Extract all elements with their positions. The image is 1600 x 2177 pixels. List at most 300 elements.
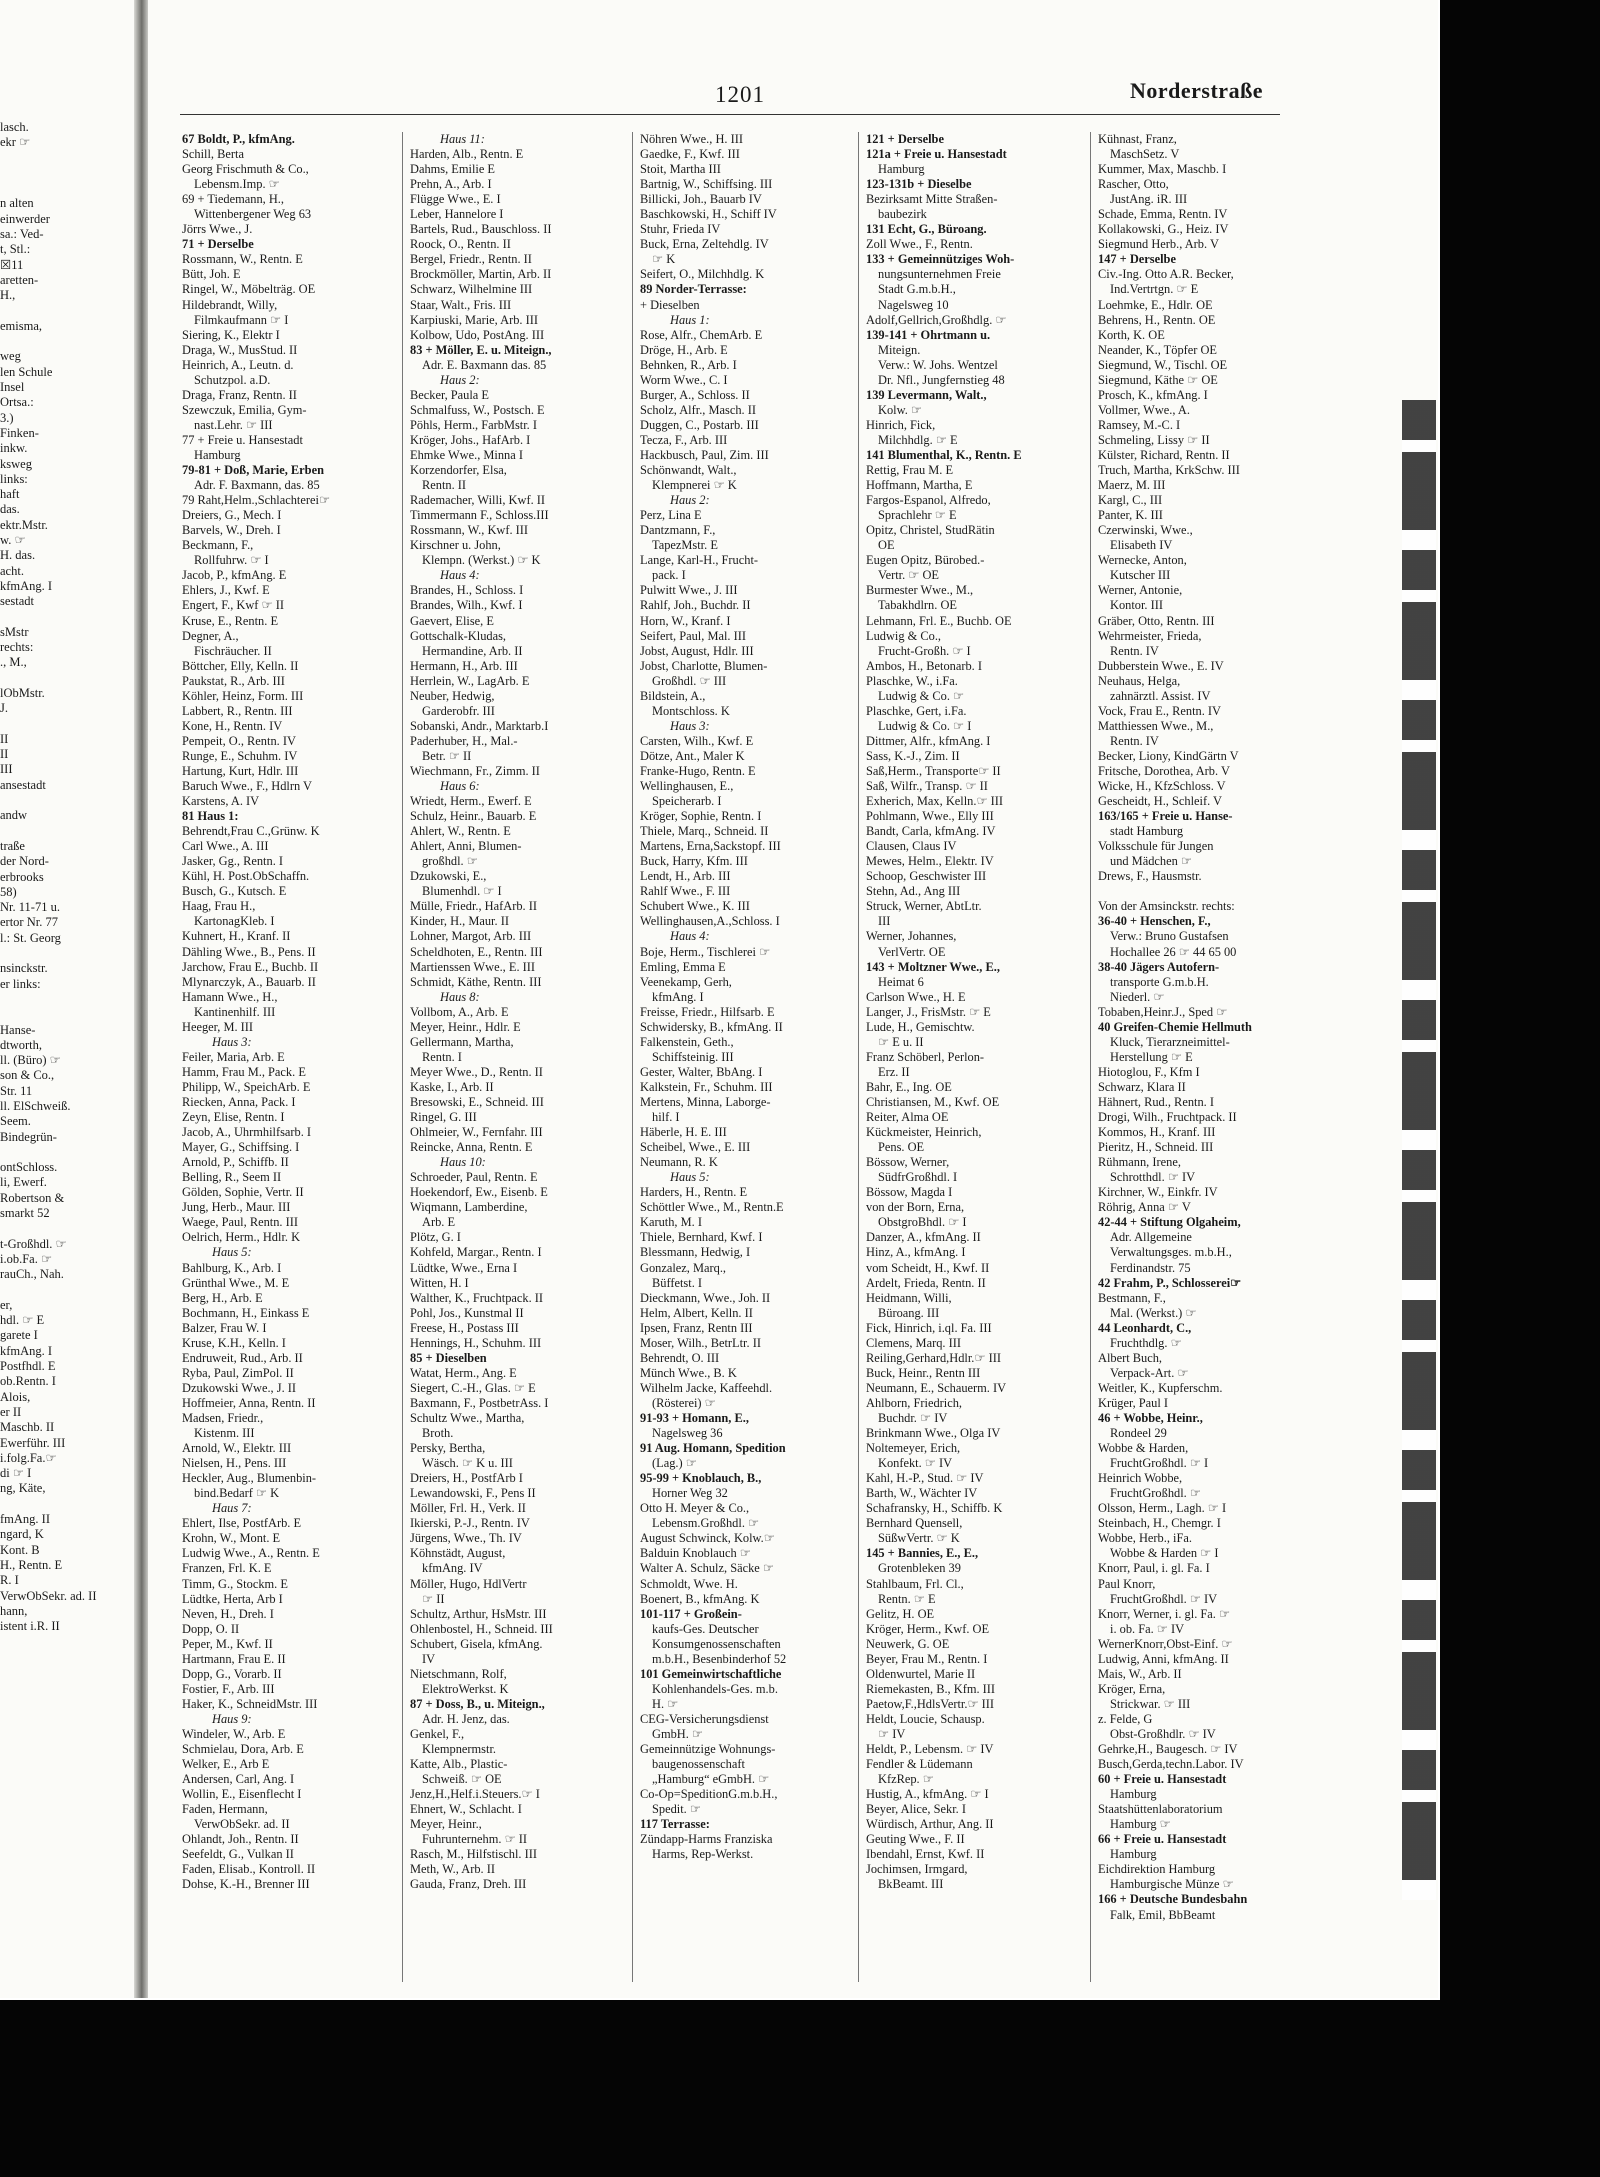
address-entry-heading: 139-141 + Ohrtmann u. bbox=[866, 327, 991, 342]
resident-entry: Kone, H., Rentn. IV bbox=[182, 718, 283, 733]
resident-entry: Lebensm.Imp. ☞ bbox=[194, 177, 280, 192]
directory-column-4 bbox=[866, 132, 1084, 1982]
fragment-line: ekr ☞ bbox=[0, 135, 31, 150]
resident-entry: ☞ K bbox=[652, 252, 676, 267]
resident-entry: Co-Op=SpeditionG.m.b.H., bbox=[640, 1787, 778, 1802]
resident-entry: Scheldhoten, E., Rentn. III bbox=[410, 944, 543, 959]
resident-entry: Mertens, Minna, Laborge- bbox=[640, 1095, 771, 1109]
resident-entry: Hiotoglou, F., Kfm I bbox=[1098, 1064, 1200, 1079]
resident-entry: Oldenwurtel, Marie II bbox=[866, 1666, 976, 1681]
resident-entry: Rettig, Frau M. E bbox=[866, 463, 954, 478]
resident-entry: Hamburgische Münze ☞ bbox=[1110, 1877, 1234, 1892]
resident-entry: Buck, Harry, Kfm. III bbox=[640, 854, 748, 869]
resident-entry: Jörrs Wwe., J. bbox=[182, 222, 253, 237]
address-entry-heading: 166 + Deutsche Bundesbahn bbox=[1098, 1892, 1248, 1907]
resident-entry: Heldt, P., Lebensm. ☞ IV bbox=[866, 1742, 994, 1757]
fragment-line: weg bbox=[0, 349, 21, 364]
address-entry-heading: 101 Gemeinwirtschaftliche bbox=[640, 1666, 782, 1681]
resident-entry: Hartung, Kurt, Hdlr. III bbox=[182, 763, 299, 778]
resident-entry: Struck, Werner, AbtLtr. bbox=[866, 899, 982, 914]
resident-entry: Hackbusch, Paul, Zim. III bbox=[640, 447, 769, 462]
resident-entry: Meyer, Heinr., Hdlr. E bbox=[410, 1019, 521, 1034]
fragment-line: H., Rentn. E bbox=[0, 1557, 63, 1572]
fragment-line bbox=[0, 151, 132, 166]
resident-entry: Feiler, Maria, Arb. E bbox=[182, 1049, 285, 1064]
fragment-line: i.ob.Fa. ☞ bbox=[0, 1251, 53, 1266]
resident-entry: Bergel, Friedr., Rentn. II bbox=[410, 252, 532, 267]
resident-entry: Schubert Wwe., K. III bbox=[640, 899, 750, 914]
resident-entry: Kühl, H. Post.ObSchaffn. bbox=[182, 869, 310, 884]
resident-entry: ☞ E u. II bbox=[878, 1034, 924, 1049]
book-gutter bbox=[134, 0, 148, 1998]
resident-entry: Karstens, A. IV bbox=[182, 794, 260, 809]
resident-entry: Bochmann, H., Einkass E bbox=[182, 1305, 310, 1320]
resident-entry: Fendler & Lüdemann bbox=[866, 1757, 973, 1772]
resident-entry: Sprachlehr ☞ E bbox=[878, 508, 957, 523]
resident-entry: Carlson Wwe., H. E bbox=[866, 989, 966, 1004]
resident-entry: Schwarz, Klara II bbox=[1098, 1079, 1186, 1094]
resident-entry: Ludwig & Co. ☞ I bbox=[878, 718, 972, 733]
resident-entry: Hennings, H., Schuhm. III bbox=[410, 1335, 542, 1350]
resident-entry: Buchdr. ☞ IV bbox=[878, 1410, 948, 1425]
resident-entry: Dreiers, G., Mech. I bbox=[182, 508, 282, 523]
resident-entry: Röhrig, Anna ☞ V bbox=[1098, 1200, 1191, 1215]
resident-entry: Schöttler Wwe., M., Rentn.E bbox=[640, 1200, 784, 1215]
resident-entry: WernerKnorr,Obst-Einf. ☞ bbox=[1098, 1636, 1233, 1651]
resident-entry: Franz Schöberl, Perlon- bbox=[866, 1049, 985, 1064]
resident-entry: Kaske, I., Arb. II bbox=[410, 1079, 494, 1094]
fragment-line: istent i.R. II bbox=[0, 1619, 60, 1634]
resident-entry: Nagelsweg 36 bbox=[652, 1426, 723, 1441]
resident-entry: Danzer, A., kfmAng. II bbox=[866, 1230, 981, 1245]
resident-entry: Blumenhdl. ☞ I bbox=[422, 884, 502, 899]
resident-entry: Truch, Martha, KrkSchw. III bbox=[1098, 463, 1240, 478]
resident-entry: Noltemeyer, Erich, bbox=[866, 1441, 961, 1456]
fragment-line: ansestadt bbox=[0, 777, 46, 792]
resident-entry: Meyer Wwe., D., Rentn. II bbox=[410, 1064, 543, 1079]
resident-entry: Faden, Hermann, bbox=[182, 1802, 268, 1817]
resident-entry: Kargl, C., III bbox=[1098, 493, 1163, 508]
resident-entry: Montschloss. K bbox=[652, 703, 730, 718]
resident-entry: Dähling Wwe., B., Pens. II bbox=[182, 944, 316, 959]
fragment-line bbox=[0, 717, 132, 732]
resident-entry: Mayer, G., Schiffsing. I bbox=[182, 1140, 300, 1155]
resident-entry: Otto H. Meyer & Co., bbox=[640, 1501, 750, 1516]
resident-entry: Bössow, Werner, bbox=[866, 1155, 950, 1170]
resident-entry: Falkenstein, Geth., bbox=[640, 1034, 734, 1049]
resident-entry: Schade, Emma, Rentn. IV bbox=[1098, 207, 1228, 222]
resident-entry: Kistenm. III bbox=[194, 1426, 255, 1441]
resident-entry: Scheibel, Wwe., E. III bbox=[640, 1140, 751, 1155]
resident-entry: Korzendorfer, Elsa, bbox=[410, 463, 507, 478]
address-entry-heading: 141 Blumenthal, K., Rentn. E bbox=[866, 447, 1022, 462]
resident-entry: Vock, Frau E., Rentn. IV bbox=[1098, 703, 1221, 718]
resident-entry: Siegmund Herb., Arb. V bbox=[1098, 237, 1219, 252]
resident-entry: Rentn. IV bbox=[1110, 733, 1159, 748]
resident-entry: Burger, A., Schloss. II bbox=[640, 387, 750, 402]
resident-entry: Schiffsteinig. III bbox=[652, 1049, 734, 1064]
resident-entry: Walter A. Schulz, Säcke ☞ bbox=[640, 1561, 774, 1576]
resident-entry: Dreiers, H., PostfArb I bbox=[410, 1471, 523, 1486]
resident-entry: Georg Frischmuth & Co., bbox=[182, 162, 309, 177]
resident-entry: Timm, G., Stockm. E bbox=[182, 1576, 288, 1591]
resident-entry: „Hamburg“ eGmbH. ☞ bbox=[652, 1772, 770, 1787]
fragment-line: R. I bbox=[0, 1573, 19, 1588]
resident-entry: Dantzmann, F., bbox=[640, 523, 716, 538]
resident-entry: Behrens, H., Rentn. OE bbox=[1098, 312, 1216, 327]
resident-entry: Christiansen, M., Kwf. OE bbox=[866, 1095, 1000, 1109]
resident-entry: Brockmöller, Martin, Arb. II bbox=[410, 267, 552, 282]
resident-entry: Neuber, Hedwig, bbox=[410, 688, 495, 703]
resident-entry: Rentn. II bbox=[422, 478, 467, 493]
resident-entry: Bütt, Joh. E bbox=[182, 267, 241, 282]
resident-entry: Bössow, Magda I bbox=[866, 1185, 953, 1200]
resident-entry: Kuhnert, H., Kranf. II bbox=[182, 929, 291, 944]
fragment-line: haft bbox=[0, 487, 20, 502]
resident-entry: Beyer, Frau M., Rentn. I bbox=[866, 1651, 988, 1666]
resident-entry: Klempn. (Werkst.) ☞ K bbox=[422, 553, 541, 568]
resident-entry: Hoekendorf, Ew., Eisenb. E bbox=[410, 1185, 548, 1200]
resident-entry: Wellinghausen,A.,Schloss. I bbox=[640, 914, 780, 929]
resident-entry: Adr. H. Jenz, das. bbox=[422, 1711, 510, 1726]
resident-entry: baubezirk bbox=[878, 207, 927, 222]
fragment-line: nsinckstr. bbox=[0, 961, 48, 976]
resident-entry: JustAng. iR. III bbox=[1110, 192, 1188, 207]
resident-entry: Schwidersky, B., kfmAng. II bbox=[640, 1019, 783, 1034]
resident-entry: Heinrich Wobbe, bbox=[1098, 1471, 1183, 1486]
resident-entry: Gemeinnützige Wohnungs- bbox=[640, 1742, 776, 1757]
resident-entry: Ahlert, W., Rentn. E bbox=[410, 824, 511, 839]
house-subheading: Haus 6: bbox=[440, 779, 480, 794]
resident-entry: Moser, Wilh., BetrLtr. II bbox=[640, 1335, 761, 1350]
resident-entry: Runge, E., Schuhm. IV bbox=[182, 748, 298, 763]
resident-entry: Veenekamp, Gerh, bbox=[640, 974, 732, 989]
resident-entry: Miteign. bbox=[878, 342, 921, 357]
resident-entry: Kröger, Johs., HafArb. I bbox=[410, 432, 531, 447]
resident-entry: Neuwerk, G. OE bbox=[866, 1636, 950, 1651]
resident-entry: Schmoldt, Wwe. H. bbox=[640, 1576, 738, 1591]
resident-entry: VerlVertr. OE bbox=[878, 944, 946, 959]
resident-entry: Seifert, Paul, Mal. III bbox=[640, 628, 746, 643]
resident-entry: Kinder, H., Maur. II bbox=[410, 914, 509, 929]
house-subheading: Haus 4: bbox=[670, 929, 710, 944]
resident-entry: Rasch, M., Hilfstischl. III bbox=[410, 1847, 537, 1862]
resident-entry: Kontor. III bbox=[1110, 598, 1163, 613]
resident-entry: Wobbe, Herb., iFa. bbox=[1098, 1531, 1192, 1546]
resident-entry: Hermann, H., Arb. III bbox=[410, 658, 518, 673]
resident-entry: Schutzpol. a.D. bbox=[194, 372, 271, 387]
resident-entry: Haker, K., SchneidMstr. III bbox=[182, 1696, 318, 1711]
resident-entry: Rentn. IV bbox=[1110, 643, 1159, 658]
resident-entry: Hamm, Frau M., Pack. E bbox=[182, 1064, 306, 1079]
resident-entry: Mais, W., Arb. II bbox=[1098, 1666, 1182, 1681]
house-subheading: Haus 10: bbox=[440, 1155, 486, 1170]
resident-entry: Clemens, Marq. III bbox=[866, 1335, 961, 1350]
resident-entry: Hamburg bbox=[1110, 1787, 1157, 1802]
resident-entry: Siegmund, W., Tischl. OE bbox=[1098, 357, 1228, 372]
fragment-line: ngard, K bbox=[0, 1527, 44, 1542]
resident-entry: Klempnermstr. bbox=[422, 1742, 496, 1757]
resident-entry: Baschkowski, H., Schiff IV bbox=[640, 207, 777, 222]
fragment-line: Alois, bbox=[0, 1389, 31, 1404]
resident-entry: Wobbe & Harden ☞ I bbox=[1110, 1546, 1219, 1561]
resident-entry: Bestmann, F., bbox=[1098, 1290, 1166, 1305]
resident-entry: Schrotthdl. ☞ IV bbox=[1110, 1170, 1196, 1185]
fragment-line: J. bbox=[0, 701, 8, 716]
address-entry-heading: 121a + Freie u. Hansestadt bbox=[866, 147, 1007, 162]
resident-entry: Häberle, H. E. III bbox=[640, 1125, 727, 1140]
resident-entry: Krohn, W., Mont. E bbox=[182, 1531, 281, 1546]
resident-entry: Werner, Antonie, bbox=[1098, 583, 1183, 598]
directory-column-5 bbox=[1098, 132, 1300, 1982]
fragment-line: Seem. bbox=[0, 1114, 31, 1129]
resident-entry: Olsson, Herm., Lagh. ☞ I bbox=[1098, 1501, 1227, 1516]
resident-entry: Seifert, O., Milchhdlg. K bbox=[640, 267, 765, 282]
fragment-line: garete I bbox=[0, 1328, 38, 1343]
resident-entry: und Mädchen ☞ bbox=[1110, 854, 1192, 869]
fragment-line: di ☞ I bbox=[0, 1466, 32, 1481]
resident-entry: Waege, Paul, Rentn. III bbox=[182, 1215, 298, 1230]
resident-entry bbox=[1098, 884, 1300, 899]
resident-entry: Hoffmann, Martha, E bbox=[866, 478, 973, 493]
resident-entry: Schubert, Gisela, kfmAng. bbox=[410, 1636, 543, 1651]
column-divider bbox=[1090, 132, 1091, 1982]
fragment-line: links: bbox=[0, 471, 28, 486]
column-divider bbox=[632, 132, 633, 1982]
resident-entry: Kantinenhilf. III bbox=[194, 1004, 276, 1019]
resident-entry: Gonzalez, Marq., bbox=[640, 1260, 727, 1275]
resident-entry: Dubberstein Wwe., E. IV bbox=[1098, 658, 1224, 673]
resident-entry: Vollbom, A., Arb. E bbox=[410, 1004, 509, 1019]
resident-entry: Wernecke, Anton, bbox=[1098, 553, 1187, 568]
resident-entry: Rentn. ☞ E bbox=[878, 1591, 936, 1606]
resident-entry: Hamann Wwe., H., bbox=[182, 989, 278, 1004]
address-entry-heading: 143 + Moltzner Wwe., E., bbox=[866, 959, 1000, 974]
resident-entry: GmbH. ☞ bbox=[652, 1726, 704, 1741]
resident-entry: Franzen, Frl. K. E bbox=[182, 1561, 272, 1576]
page-edge-shadow bbox=[1402, 400, 1436, 1900]
resident-entry: Kruse, E., Rentn. E bbox=[182, 613, 279, 628]
resident-entry: Franke-Hugo, Rentn. E bbox=[640, 763, 756, 778]
resident-entry: Boenert, B., kfmAng. K bbox=[640, 1591, 760, 1606]
resident-entry: Eichdirektion Hamburg bbox=[1098, 1862, 1216, 1877]
resident-entry: Gescheidt, H., Schleif. V bbox=[1098, 794, 1222, 809]
resident-entry: bind.Bedarf ☞ K bbox=[194, 1486, 280, 1501]
resident-entry: Ohlenbostel, H., Schneid. III bbox=[410, 1621, 553, 1636]
resident-entry: kfmAng. I bbox=[652, 989, 704, 1004]
resident-entry: Schulz, Heinr., Bauarb. E bbox=[410, 809, 537, 824]
resident-entry: Hamburg bbox=[194, 447, 241, 462]
resident-entry: Ind.Vertrtgn. ☞ E bbox=[1110, 282, 1199, 297]
resident-entry: Siegmund, Käthe ☞ OE bbox=[1098, 372, 1218, 387]
fragment-line: ll. ElSchweiß. bbox=[0, 1099, 71, 1113]
resident-entry: Flügge Wwe., E. I bbox=[410, 192, 501, 207]
fragment-line: rauCh., Nah. bbox=[0, 1267, 64, 1282]
resident-entry: Schweiß. ☞ OE bbox=[422, 1772, 502, 1787]
resident-entry: Genkel, F., bbox=[410, 1726, 465, 1741]
resident-entry: Nietschmann, Rolf, bbox=[410, 1666, 507, 1681]
resident-entry: Bernhard Quensell, bbox=[866, 1516, 963, 1531]
fragment-line: inkw. bbox=[0, 441, 28, 456]
resident-entry: Lüdtke, Herta, Arb I bbox=[182, 1591, 283, 1606]
resident-entry: Tecza, F., Arb. III bbox=[640, 432, 728, 447]
resident-entry: Herrlein, W., LagArb. E bbox=[410, 673, 530, 688]
resident-entry: Drews, F., Hausmstr. bbox=[1098, 869, 1202, 884]
resident-entry: Hildebrandt, Willy, bbox=[182, 297, 278, 312]
resident-entry: Schafransky, H., Schiffb. K bbox=[866, 1501, 1003, 1516]
fragment-line: t-Großhdl. ☞ bbox=[0, 1236, 67, 1251]
house-subheading: Haus 4: bbox=[440, 568, 480, 583]
resident-entry: Karpiuski, Marie, Arb. III bbox=[410, 312, 539, 327]
resident-entry: z. Felde, G bbox=[1098, 1711, 1153, 1726]
resident-entry: Balduin Knoblauch ☞ bbox=[640, 1546, 751, 1561]
resident-entry: Elisabeth IV bbox=[1110, 538, 1173, 553]
adjacent-page-fragment bbox=[0, 120, 132, 1980]
resident-entry: Fruchthdlg. ☞ bbox=[1110, 1335, 1182, 1350]
resident-entry: Pohlmann, Wwe., Elly III bbox=[866, 809, 994, 824]
resident-entry: ObstgroBhdl. ☞ I bbox=[878, 1215, 967, 1230]
resident-entry: Neander, K., Töpfer OE bbox=[1098, 342, 1218, 357]
resident-entry: CEG-Versicherungsdienst bbox=[640, 1711, 769, 1726]
resident-entry: Neumann, R. K bbox=[640, 1155, 718, 1170]
resident-entry: Behrendt, O. III bbox=[640, 1350, 720, 1365]
fragment-line bbox=[0, 992, 132, 1007]
fragment-line bbox=[0, 1283, 132, 1298]
fragment-line: er II bbox=[0, 1404, 22, 1419]
resident-entry: Schmalfuss, W., Postsch. E bbox=[410, 402, 545, 417]
resident-entry: Leber, Hannelore I bbox=[410, 207, 504, 222]
resident-entry: Saß,Herm., Transporte☞ II bbox=[866, 763, 1001, 778]
fragment-line: emisma, bbox=[0, 318, 43, 333]
fragment-line bbox=[0, 793, 132, 808]
resident-entry: Reiter, Alma OE bbox=[866, 1110, 949, 1125]
address-entry-heading: 40 Greifen-Chemie Hellmuth bbox=[1098, 1019, 1252, 1034]
resident-entry: vom Scheidt, H., Kwf. II bbox=[866, 1260, 990, 1275]
fragment-line: fmAng. II bbox=[0, 1512, 50, 1527]
address-entry-heading: 139 Levermann, Walt., bbox=[866, 387, 987, 402]
resident-entry: Tobaben,Heinr.J., Sped ☞ bbox=[1098, 1004, 1228, 1019]
resident-entry: Ferdinandstr. 75 bbox=[1110, 1260, 1191, 1275]
resident-entry: H. ☞ bbox=[652, 1696, 679, 1711]
resident-entry: Dzukowski Wwe., J. II bbox=[182, 1380, 297, 1395]
directory-column-3 bbox=[640, 132, 852, 1982]
resident-entry: Bahr, E., Ing. OE bbox=[866, 1079, 952, 1094]
resident-entry: Möller, Hugo, HdlVertr bbox=[410, 1576, 527, 1591]
resident-entry: Betr. ☞ II bbox=[422, 748, 472, 763]
resident-entry: 79 Raht,Helm.,Schlachterei☞ bbox=[182, 493, 331, 508]
resident-entry: Tabakhdlrn. OE bbox=[878, 598, 957, 613]
resident-entry: Bezirksamt Mitte Straßen- bbox=[866, 192, 998, 207]
resident-entry: Knorr, Werner, i. gl. Fa. ☞ bbox=[1098, 1606, 1231, 1621]
resident-entry: Gester, Walter, BbAng. I bbox=[640, 1064, 763, 1079]
resident-entry: Arb. E bbox=[422, 1215, 456, 1230]
fragment-line: ob.Rentn. I bbox=[0, 1374, 56, 1389]
resident-entry: Wriedt, Herm., Ewerf. E bbox=[410, 794, 532, 809]
resident-entry: Perz, Lina E bbox=[640, 508, 702, 523]
resident-entry: Ahlert, Anni, Blumen- bbox=[410, 839, 522, 854]
resident-entry: Hamburg bbox=[878, 162, 925, 177]
resident-entry: ☞ II bbox=[422, 1591, 445, 1606]
resident-entry: Rademacher, Willi, Kwf. II bbox=[410, 493, 546, 508]
resident-entry: Meyer, Heinr., bbox=[410, 1817, 482, 1832]
resident-entry: Freisse, Friedr., Hilfsarb. E bbox=[640, 1004, 775, 1019]
address-entry-heading: 60 + Freie u. Hansestadt bbox=[1098, 1772, 1227, 1787]
resident-entry: Spedit. ☞ bbox=[652, 1802, 701, 1817]
resident-entry: Brinkmann Wwe., Olga IV bbox=[866, 1426, 1001, 1441]
resident-entry: Harms, Rep-Werkst. bbox=[652, 1847, 754, 1862]
resident-entry: IV bbox=[422, 1651, 436, 1666]
resident-entry: Schultz Wwe., Martha, bbox=[410, 1410, 525, 1425]
resident-entry: Neumann, E., Schauerm. IV bbox=[866, 1380, 1007, 1395]
resident-entry: Strickwar. ☞ III bbox=[1110, 1696, 1191, 1711]
resident-entry: kfmAng. IV bbox=[422, 1561, 483, 1576]
house-subheading: Haus 8: bbox=[440, 989, 480, 1004]
house-subheading: Haus 11: bbox=[440, 132, 485, 146]
resident-entry: pack. I bbox=[652, 568, 686, 583]
header-rule bbox=[180, 114, 1280, 115]
resident-entry: Volksschule für Jungen bbox=[1098, 839, 1214, 854]
resident-entry: ☞ IV bbox=[878, 1726, 906, 1741]
resident-entry: Kolbow, Udo, PostAng. III bbox=[410, 327, 545, 342]
resident-entry: Wiechmann, Fr., Zimm. II bbox=[410, 763, 540, 778]
address-entry-heading: 131 Echt, G., Büroang. bbox=[866, 222, 987, 237]
fragment-line: sMstr bbox=[0, 624, 29, 639]
fragment-line: ☒11 bbox=[0, 257, 24, 272]
resident-entry: Hartmann, Frau E. II bbox=[182, 1651, 286, 1666]
resident-entry: Kluck, Tierarzneimittel- bbox=[1110, 1034, 1230, 1049]
resident-entry: Plötz, G. I bbox=[410, 1230, 461, 1245]
resident-entry: Klempnerei ☞ K bbox=[652, 478, 737, 493]
resident-entry: Kühnast, Franz, bbox=[1098, 132, 1177, 146]
resident-entry: Fischräucher. II bbox=[194, 643, 272, 658]
resident-entry: Ardelt, Frieda, Rentn. II bbox=[866, 1275, 986, 1290]
resident-entry: Dieckmann, Wwe., Joh. II bbox=[640, 1290, 771, 1305]
fragment-line: Ewerführ. III bbox=[0, 1435, 66, 1450]
resident-entry: Grünthal Wwe., M. E bbox=[182, 1275, 290, 1290]
fragment-line: er links: bbox=[0, 976, 41, 991]
resident-entry: Busch, G., Kutsch. E bbox=[182, 884, 287, 899]
resident-entry: Gaevert, Elise, E bbox=[410, 613, 494, 628]
resident-entry: Roock, O., Rentn. II bbox=[410, 237, 511, 252]
resident-entry: Verw.: Bruno Gustafsen bbox=[1110, 929, 1229, 944]
fragment-line bbox=[0, 610, 132, 625]
fragment-line: II bbox=[0, 731, 9, 746]
resident-entry: Szewczuk, Emilia, Gym- bbox=[182, 402, 307, 417]
resident-entry: Konfekt. ☞ IV bbox=[878, 1456, 953, 1471]
resident-entry: Witten, H. I bbox=[410, 1275, 469, 1290]
resident-entry: von der Born, Erna, bbox=[866, 1200, 965, 1215]
fragment-line: lObMstr. bbox=[0, 685, 45, 700]
resident-entry: Gaedke, F., Kwf. III bbox=[640, 147, 740, 162]
resident-entry: FruchtGroßhdl. ☞ I bbox=[1110, 1456, 1209, 1471]
resident-entry: Köhnstädt, August, bbox=[410, 1546, 506, 1561]
resident-entry: Ludwig & Co. ☞ bbox=[878, 688, 965, 703]
resident-entry: Rondeel 29 bbox=[1110, 1426, 1167, 1441]
resident-entry: Engert, F., Kwf ☞ II bbox=[182, 598, 284, 613]
fragment-line: Str. 11 bbox=[0, 1083, 33, 1098]
resident-entry: Stadt G.m.b.H., bbox=[878, 282, 956, 297]
resident-entry: Jochimsen, Irmgard, bbox=[866, 1862, 968, 1877]
resident-entry: Kröger, Herm., Kwf. OE bbox=[866, 1621, 990, 1636]
resident-entry: Bildstein, A., bbox=[640, 688, 706, 703]
resident-entry: Jacob, P., kfmAng. E bbox=[182, 568, 287, 583]
resident-entry: Krüger, Paul I bbox=[1098, 1395, 1169, 1410]
resident-entry: Jenz,H.,Helf.i.Steuers.☞ I bbox=[410, 1787, 540, 1802]
resident-entry: Behnken, R., Arb. I bbox=[640, 357, 737, 372]
resident-entry: Ambos, H., Betonarb. I bbox=[866, 658, 982, 673]
resident-entry: Heeger, M. III bbox=[182, 1019, 254, 1034]
resident-entry: Kummer, Max, Maschb. I bbox=[1098, 162, 1227, 177]
